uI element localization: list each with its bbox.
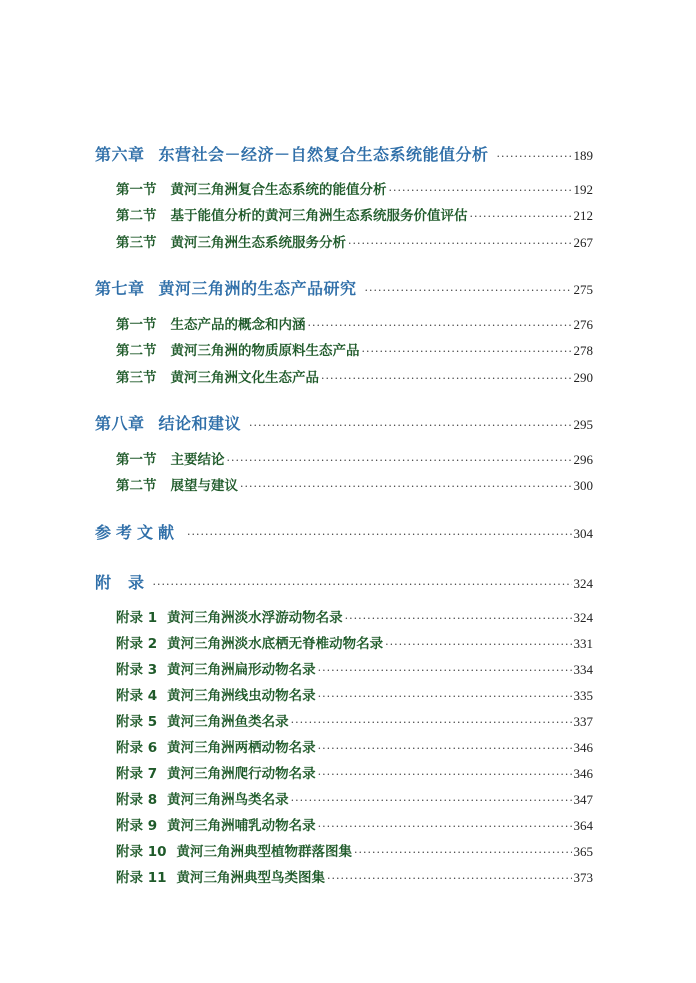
page-number: 300 (573, 478, 593, 493)
toc-section-8-1[interactable] (0, 448, 696, 468)
toc-appendix-1[interactable] (0, 606, 696, 626)
section-number: 第三节 (116, 370, 157, 386)
appendix-item-title: 黄河三角洲典型植物群落图集 (176, 844, 352, 860)
page-number: 334 (573, 662, 593, 677)
toc-appendix-7[interactable] (0, 762, 696, 782)
section-title: 展望与建议 (170, 478, 238, 494)
toc-appendix-11[interactable] (0, 866, 696, 886)
page-number: 278 (573, 343, 593, 358)
dot-leader (187, 528, 571, 541)
page-number: 335 (573, 688, 593, 703)
dot-leader (318, 768, 572, 781)
appendix-item-title: 黄河三角洲哺乳动物名录 (167, 818, 316, 834)
chapter-title: 结论和建议 (158, 414, 242, 433)
toc-appendix-3[interactable] (0, 658, 696, 678)
page-number: 275 (573, 282, 593, 297)
dot-leader (345, 612, 572, 625)
chapter-title: 东营社会－经济－自然复合生态系统能值分析 (158, 145, 489, 164)
dot-leader (348, 237, 572, 250)
section-number: 第一节 (116, 452, 157, 468)
page-number: 365 (573, 844, 593, 859)
section-number: 第二节 (116, 478, 157, 494)
dot-leader (227, 454, 572, 467)
page-number: 295 (573, 417, 593, 432)
dot-leader (385, 638, 571, 651)
toc-appendix-2[interactable] (0, 632, 696, 652)
appendix-item-title: 黄河三角洲爬行动物名录 (167, 766, 316, 782)
toc-section-7-2[interactable] (0, 339, 696, 359)
appendix-item-title: 黄河三角洲淡水底栖无脊椎动物名录 (167, 636, 384, 652)
page-number: 276 (573, 317, 593, 332)
dot-leader (318, 820, 572, 833)
appendix-number: 附录 5 (116, 714, 158, 730)
chapter-number: 第七章 (95, 279, 145, 298)
toc-appendix-5[interactable] (0, 710, 696, 730)
page-number: 192 (573, 182, 593, 197)
appendix-number: 附录 6 (116, 740, 158, 756)
dot-leader (327, 872, 572, 885)
toc-section-6-2[interactable] (0, 204, 696, 224)
section-title: 基于能值分析的黄河三角洲生态系统服务价值评估 (170, 208, 468, 224)
dot-leader (308, 319, 572, 332)
toc-appendix[interactable] (0, 570, 696, 594)
toc-section-7-1[interactable] (0, 313, 696, 333)
toc-section-8-2[interactable] (0, 474, 696, 494)
section-title: 黄河三角洲复合生态系统的能值分析 (170, 182, 387, 198)
section-title: 黄河三角洲的物质原料生态产品 (170, 343, 360, 359)
appendix-number: 附录 7 (116, 766, 158, 782)
dot-leader (318, 690, 572, 703)
dot-leader (497, 150, 572, 163)
section-title: 黄河三角洲生态系统服务分析 (170, 235, 346, 251)
toc-section-6-3[interactable] (0, 231, 696, 251)
toc-appendix-6[interactable] (0, 736, 696, 756)
section-title: 黄河三角洲文化生态产品 (170, 370, 319, 386)
section-number: 第三节 (116, 235, 157, 251)
section-number: 第二节 (116, 208, 157, 224)
chapter-title: 黄河三角洲的生态产品研究 (158, 279, 357, 298)
section-title: 主要结论 (170, 452, 225, 468)
page-number: 189 (573, 148, 593, 163)
page-number: 346 (573, 766, 593, 781)
dot-leader (321, 372, 572, 385)
page-number: 290 (573, 370, 593, 385)
section-number: 第二节 (116, 343, 157, 359)
page-number: 331 (573, 636, 593, 651)
section-title: 生态产品的概念和内涵 (170, 317, 306, 333)
dot-leader (240, 480, 572, 493)
chapter-number: 第六章 (95, 145, 145, 164)
page-number: 346 (573, 740, 593, 755)
appendix-item-title: 黄河三角洲鸟类名录 (167, 792, 289, 808)
appendix-number: 附录 11 (116, 870, 167, 886)
page-number: 324 (573, 576, 593, 591)
appendix-item-title: 黄河三角洲淡水浮游动物名录 (167, 610, 343, 626)
appendix-number: 附录 1 (116, 610, 158, 626)
toc-appendix-8[interactable] (0, 788, 696, 808)
dot-leader (291, 716, 572, 729)
page-number: 364 (573, 818, 593, 833)
dot-leader (354, 846, 572, 859)
chapter-number: 第八章 (95, 414, 145, 433)
appendix-number: 附录 2 (116, 636, 158, 652)
toc-section-7-3[interactable] (0, 366, 696, 386)
dot-leader (362, 345, 572, 358)
appendix-item-title: 黄河三角洲线虫动物名录 (167, 688, 316, 704)
dot-leader (318, 664, 572, 677)
page-number: 212 (573, 208, 593, 223)
section-number: 第一节 (116, 317, 157, 333)
dot-leader (389, 184, 572, 197)
appendix-title: 附 录 (95, 573, 145, 592)
page-number: 337 (573, 714, 593, 729)
dot-leader (291, 794, 572, 807)
appendix-item-title: 黄河三角洲典型鸟类图集 (176, 870, 325, 886)
dot-leader (470, 210, 572, 223)
dot-leader (153, 578, 572, 591)
appendix-item-title: 黄河三角洲扁形动物名录 (167, 662, 316, 678)
toc-section-6-1[interactable] (0, 178, 696, 198)
page-number: 296 (573, 452, 593, 467)
page-number: 324 (573, 610, 593, 625)
appendix-item-title: 黄河三角洲两栖动物名录 (167, 740, 316, 756)
appendix-item-title: 黄河三角洲鱼类名录 (167, 714, 289, 730)
page-number: 304 (573, 526, 593, 541)
dot-leader (249, 419, 571, 432)
toc-chapter-7[interactable] (0, 276, 696, 300)
toc-appendix-4[interactable] (0, 684, 696, 704)
appendix-number: 附录 10 (116, 844, 167, 860)
toc-references[interactable] (0, 520, 696, 544)
toc-chapter-8[interactable] (0, 411, 696, 435)
page-number: 373 (573, 870, 593, 885)
appendix-number: 附录 3 (116, 662, 158, 678)
page-number: 347 (573, 792, 593, 807)
section-number: 第一节 (116, 182, 157, 198)
dot-leader (318, 742, 572, 755)
toc-appendix-10[interactable] (0, 840, 696, 860)
dot-leader (365, 284, 572, 297)
appendix-number: 附录 9 (116, 818, 158, 834)
toc-appendix-9[interactable] (0, 814, 696, 834)
references-title: 参考文献 (95, 523, 180, 542)
page-number: 267 (573, 235, 593, 250)
toc-chapter-6[interactable] (0, 142, 696, 166)
appendix-number: 附录 8 (116, 792, 158, 808)
appendix-number: 附录 4 (116, 688, 158, 704)
